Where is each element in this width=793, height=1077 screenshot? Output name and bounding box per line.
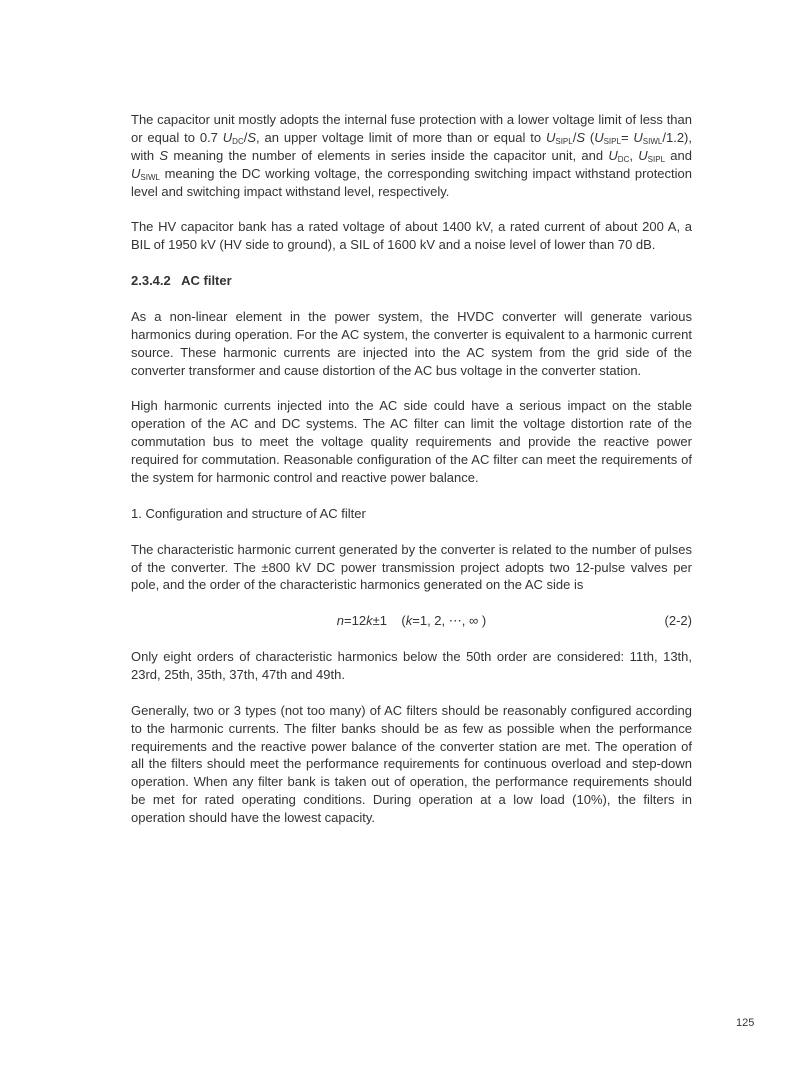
subscript: SIWL: [642, 136, 663, 146]
eq-text: =12: [344, 613, 367, 629]
text-run: ,: [629, 147, 639, 163]
page-number: 125: [736, 1017, 755, 1029]
subscript: SIWL: [140, 172, 160, 182]
subscript: SIPL: [603, 136, 621, 146]
italic-symbol: U: [222, 129, 233, 145]
text-run: meaning the number of elements in series inside the capacitor unit, and: [168, 147, 609, 163]
equation-body: [131, 612, 692, 630]
italic-symbol: U: [638, 147, 648, 163]
page-content: [131, 111, 692, 845]
text-run: =: [620, 129, 634, 145]
eq-var-k: k: [366, 613, 373, 629]
paragraph-hv-capacitor-bank: The HV capacitor bank has a rated voltage of about 1400 kV, a rated current of about 200 A, a BIL of 1950 kV (HV side to ground), a SIL of 1600 kV and a noise level of lower than 70 dB.: [131, 219, 692, 253]
text-run: The capacitor unit mostly adopts the internal fuse protection with a lower voltage limit of less than or equal to 0.7: [131, 112, 692, 145]
paragraph-harmonic-impact: High harmonic currents injected into the AC side could have a serious impact on the stable operation of the AC and DC systems. The AC filter can limit the voltage distortion rate of the commutation bus to meet the voltage quality requirements and provide the reactive power required for commutation. Reasonable configuration of the AC filter can meet the requirements of the system for harmonic control and reactive power balance.: [131, 398, 692, 486]
text-run: /1.2), with: [131, 129, 692, 163]
italic-symbol: U: [594, 129, 604, 145]
paragraph-capacitor-unit: [131, 111, 692, 201]
text-run: meaning the DC working voltage, the corresponding switching impact withstand protection level and switching impact withstand level, respectively.: [131, 165, 692, 199]
subscript: DC: [232, 136, 244, 146]
paragraph-characteristic-harmonic: The characteristic harmonic current generated by the converter is related to the number of pulses of the converter. The ±800 kV DC power transmission project adopts two 12-pulse valves per pole, and the order of the characteristic harmonics generated on the AC side is: [131, 541, 692, 593]
text-run: , an upper voltage limit of more than or equal to: [256, 129, 546, 145]
subscript: SIPL: [647, 154, 666, 164]
text-run: (: [585, 129, 595, 145]
eq-text: ±1 (: [372, 613, 406, 629]
eq-var-k: k: [405, 613, 413, 629]
text-run: /: [243, 129, 248, 145]
subsection-heading: 1. Configuration and structure of AC filter: [131, 505, 366, 521]
eq-var-n: n: [336, 613, 345, 629]
italic-symbol: U: [131, 165, 141, 181]
paragraph-eight-orders: Only eight orders of characteristic harmonics below the 50th order are considered: 11th, 13th, 23rd, 25th, 35th, 37th, 47th and 49th.: [131, 649, 692, 682]
text-run: /: [572, 129, 577, 145]
equation-number: (2-2): [664, 613, 692, 629]
italic-symbol: U: [608, 147, 618, 163]
paragraph-filter-configuration: Generally, two or 3 types (not too many) of AC filters should be reasonably configured according to the harmonic currents. The filter banks should be as few as possible when the performance requirements and the reactive power balance of the converter station are met. The operation of all the filters should meet the performance requirements for continuous overload and step-down operation. When any filter bank is taken out of operation, the performance requirements should be met for rated operating conditions. During operation at a low load (10%), the filters in operation should have the lowest capacity.: [131, 702, 692, 826]
italic-symbol: U: [545, 129, 556, 145]
paragraph-harmonics-intro: As a non-linear element in the power system, the HVDC converter will generate various harmonics during operation. For the AC system, the converter is equivalent to a harmonic current source. These harmonic currents are injected into the AC system from the grid side of the converter transformer and cause distortion of the AC bus voltage in the converter station.: [131, 308, 692, 378]
italic-symbol: S: [159, 147, 169, 163]
section-heading: 2.3.4.2 AC filter: [131, 273, 232, 289]
eq-text: =1, 2, ⋯, ∞ ): [412, 613, 487, 629]
italic-symbol: S: [247, 129, 257, 145]
italic-symbol: S: [576, 129, 585, 145]
subscript: SIPL: [555, 136, 573, 146]
subscript: DC: [617, 154, 630, 164]
italic-symbol: U: [633, 129, 643, 145]
equation: [131, 612, 692, 630]
text-run: and: [665, 147, 693, 163]
